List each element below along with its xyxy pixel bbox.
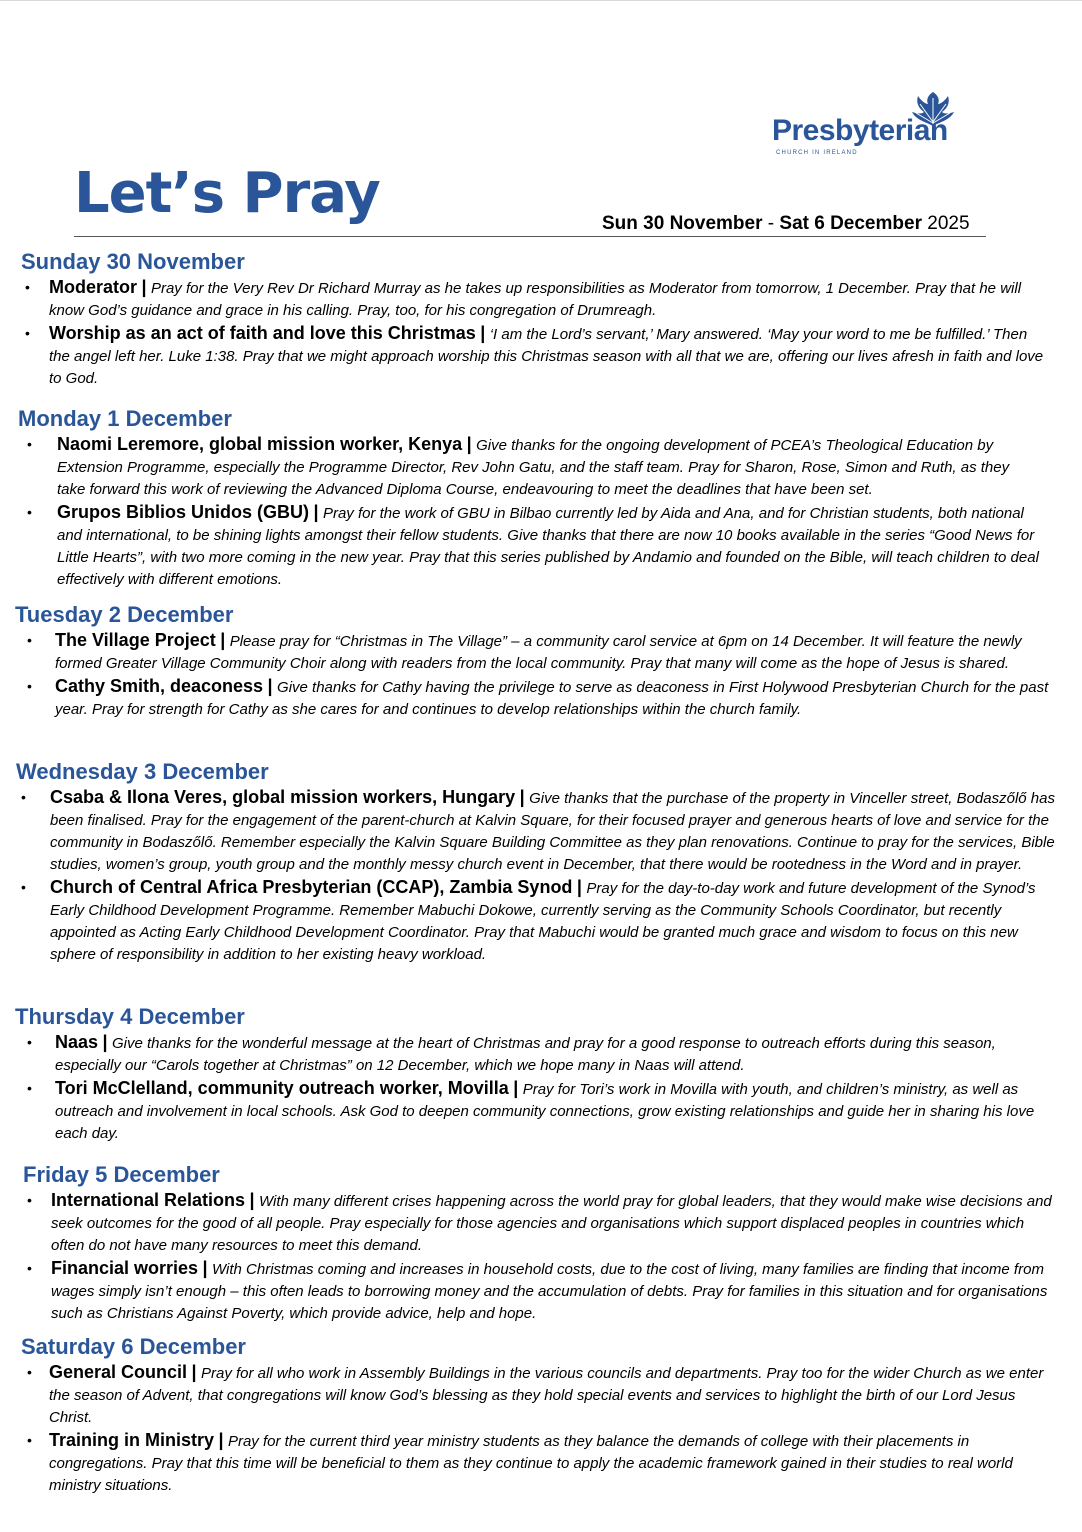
prayer-item-text: Give thanks for Cathy having the privilege to serve as deaconess in First Holywood Presbyterian Church for the past year. Pray for strength for Cathy as she cares for and continues to develop relationships within the church family.	[55, 679, 1049, 718]
prayer-item	[0, 433, 1082, 501]
day-section	[0, 601, 1082, 721]
page-title: Let’s Pray	[74, 161, 380, 226]
title-separator: |	[480, 323, 486, 343]
prayer-item-body	[49, 322, 1052, 390]
prayer-item-title: Naas	[55, 1032, 99, 1052]
title-separator: |	[249, 1190, 255, 1210]
bullet-icon: •	[27, 1260, 32, 1276]
prayer-item-body	[55, 1077, 1059, 1145]
prayer-item-title: Church of Central Africa Presbyterian (CCAP), Zambia Synod	[50, 877, 573, 897]
prayer-item-title: The Village Project	[55, 630, 216, 650]
prayer-item-body	[49, 1429, 1059, 1497]
brand-subtitle: CHURCH IN IRELAND	[776, 150, 858, 156]
prayer-item-title: Tori McClelland, community outreach worker, Movilla	[55, 1078, 509, 1098]
prayer-item-title: Financial worries	[51, 1258, 199, 1278]
bullet-icon: •	[27, 632, 32, 648]
day-heading: Saturday 6 December	[21, 1334, 246, 1359]
prayer-item-text: With many different crises happening across the world pray for global leaders, that they would make wise decisions and seek outcomes for the good of all people. Pray especially for those agencies and organisations which support displaced peoples in countries which often do not have many resources to meet this demand.	[51, 1193, 1052, 1254]
prayer-item-text: Give thanks for the wonderful message at the heart of Christmas and pray for a good response to outreach efforts during this season, especially our “Carols together at Christmas” on 12 December, which we hope many in Naas will attend.	[55, 1035, 996, 1074]
prayer-item	[0, 675, 1082, 721]
prayer-item	[0, 1189, 1082, 1257]
prayer-list	[0, 1189, 1082, 1325]
range-end: Sat 6 December	[779, 213, 922, 234]
range-year: 2025	[921, 213, 970, 234]
prayer-list	[0, 433, 1082, 591]
prayer-item-text: Give thanks that the purchase of the property in Vinceller street, Bodaszőlő has been finalised. Pray for the engagement of the parent-church at Kalvin Square, for their focused prayer and generous hearts of love and service for the community in Bodaszőlő. Remember especially the Kalvin Square Building Committee as they plan renovations. Continue to pray for the services, Bible studies, women’s group, youth group and the monthly messy church event in December, that there would be rootedness in the Word and in prayer.	[50, 790, 1055, 873]
prayer-item	[0, 876, 1082, 966]
prayer-item	[0, 1031, 1082, 1077]
prayer-list	[0, 1031, 1082, 1145]
day-section	[0, 405, 1082, 591]
prayer-item-text: Pray for Tori’s work in Movilla with youth, and children’s ministry, as well as outreach and involvement in local schools. Ask God to deepen community connections, grow existing relationships and guide her in sharing his love each day.	[55, 1081, 1035, 1142]
prayer-item-body	[57, 501, 1041, 591]
prayer-item	[0, 1077, 1082, 1145]
prayer-item	[0, 1361, 1082, 1429]
prayer-item-title: International Relations	[51, 1190, 246, 1210]
prayer-item-title: Cathy Smith, deaconess	[55, 676, 264, 696]
day-heading: Wednesday 3 December	[16, 759, 269, 784]
day-heading: Thursday 4 December	[15, 1004, 245, 1029]
prayer-item-text: Please pray for “Christmas in The Village” – a community carol service at 6pm on 14 December. It will feature the newly formed Greater Village Community Choir along with readers from the local community. Pray that many will come as the hope of Jesus is shared.	[55, 633, 1022, 672]
prayer-item-body	[55, 1031, 1059, 1077]
prayer-list	[0, 1361, 1082, 1497]
prayer-item-title: Worship as an act of faith and love this Christmas	[49, 323, 476, 343]
day-heading: Sunday 30 November	[21, 249, 245, 274]
title-separator: |	[141, 277, 147, 297]
title-separator: |	[191, 1362, 197, 1382]
prayer-item-title: Moderator	[49, 277, 138, 297]
day-section	[0, 248, 1082, 390]
prayer-item-body	[55, 675, 1059, 721]
prayer-item	[0, 1257, 1082, 1325]
title-separator: |	[202, 1258, 208, 1278]
bullet-icon: •	[27, 436, 32, 452]
bullet-icon: •	[25, 325, 30, 341]
bullet-icon: •	[25, 279, 30, 295]
prayer-item-body	[50, 786, 1060, 876]
header-divider	[74, 236, 986, 237]
prayer-item	[0, 322, 1082, 390]
prayer-item-title: Csaba & Ilona Veres, global mission workers, Hungary	[50, 787, 516, 807]
day-heading: Tuesday 2 December	[15, 602, 234, 627]
bullet-icon: •	[21, 789, 26, 805]
prayer-item-title: Training in Ministry	[49, 1430, 215, 1450]
day-section	[0, 1161, 1082, 1325]
bullet-icon: •	[27, 1080, 32, 1096]
prayer-item-body	[50, 876, 1060, 966]
prayer-item-text: Pray for the day-to-day work and future development of the Synod’s Early Childhood Development Programme. Remember Mabuchi Dokowe, currently serving as the Community Schools Coordinator, but recently appointed as Acting Early Childhood Development Coordinator. Pray that Mabuchi would be granted much grace and wisdom to focus on this new sphere of responsibility in addition to her existing heavy workload.	[50, 880, 1036, 963]
brand-name: Presbyterian	[772, 114, 948, 147]
day-section	[0, 758, 1082, 966]
day-heading: Friday 5 December	[23, 1162, 220, 1187]
prayer-item-body	[55, 629, 1059, 675]
top-border	[0, 0, 1082, 1]
prayer-item	[0, 276, 1082, 322]
prayer-item-body	[51, 1189, 1057, 1257]
prayer-item-text: ‘I am the Lord’s servant,’ Mary answered. ‘May your word to me be fulfilled.’ Then the angel left her. Luke 1:38. Pray that we might approach worship this Christmas season with all that we are, offering our lives afresh in faith and love to God.	[49, 326, 1044, 387]
prayer-list	[0, 629, 1082, 721]
prayer-item-text: Pray for the Very Rev Dr Richard Murray as he takes up responsibilities as Moderator from tomorrow, 1 December. Pray that he will know God’s guidance and grace in his calling. Pray, too, for his congregation of Drumreagh.	[49, 280, 1022, 319]
prayer-list	[0, 786, 1082, 966]
prayer-item-title: Grupos Biblios Unidos (GBU)	[57, 502, 309, 522]
bullet-icon: •	[27, 1364, 32, 1380]
prayer-item	[0, 1429, 1082, 1497]
range-dash: -	[762, 213, 780, 234]
prayer-item-body	[49, 1361, 1059, 1429]
title-separator: |	[513, 1078, 519, 1098]
prayer-item	[0, 629, 1082, 675]
bullet-icon: •	[21, 879, 26, 895]
bullet-icon: •	[27, 504, 32, 520]
title-separator: |	[576, 877, 582, 897]
prayer-item-title: General Council	[49, 1362, 188, 1382]
title-separator: |	[218, 1430, 224, 1450]
bullet-icon: •	[27, 678, 32, 694]
prayer-item	[0, 501, 1082, 591]
range-start: Sun 30 November	[602, 213, 763, 234]
title-separator: |	[220, 630, 226, 650]
prayer-item-title: Naomi Leremore, global mission worker, Kenya	[57, 434, 463, 454]
prayer-item-text: Pray for all who work in Assembly Buildings in the various councils and departments. Pray too for the wider Church as we enter the season of Advent, that congregations will know God’s blessing as they hold special events and services to highlight the birth of our Lord Jesus Christ.	[49, 1365, 1044, 1426]
day-section	[0, 1333, 1082, 1497]
prayer-list	[0, 276, 1082, 390]
prayer-item-text: Pray for the current third year ministry students as they balance the demands of college with their placements in congregations. Pray that this time will be beneficial to them as they continue to apply the academic framework gained in their studies to real world ministry situations.	[49, 1433, 1013, 1494]
day-heading: Monday 1 December	[18, 406, 232, 431]
presbyterian-logo	[772, 92, 972, 156]
bullet-icon: •	[27, 1432, 32, 1448]
prayer-item-body	[49, 276, 1052, 322]
prayer-item-body	[57, 433, 1041, 501]
bullet-icon: •	[27, 1192, 32, 1208]
title-separator: |	[466, 434, 472, 454]
title-separator: |	[102, 1032, 108, 1052]
bullet-icon: •	[27, 1034, 32, 1050]
date-range	[602, 213, 970, 235]
prayer-item-text: Pray for the work of GBU in Bilbao currently led by Aida and Ana, and for Christian students, both national and international, to be shining lights amongst their fellow students. Give thanks that there are now 10 books available in the series “Good News for Little Hearts”, with two more coming in the new year. Pray that this series published by Andamio and founded on the Bible, will teach children to deal effectively with different emotions.	[57, 505, 1039, 588]
title-separator: |	[313, 502, 319, 522]
prayer-item-text: With Christmas coming and increases in household costs, due to the cost of living, many families are finding that income from wages simply isn’t enough – this often leads to borrowing money and the accumulation of debts. Pray for families in this situation and for organisations such as Christians Against Poverty, which provide advice, help and hope.	[51, 1261, 1048, 1322]
day-section	[0, 1003, 1082, 1145]
title-separator: |	[267, 676, 273, 696]
prayer-item	[0, 786, 1082, 876]
prayer-item-body	[51, 1257, 1057, 1325]
prayer-item-text: Give thanks for the ongoing development of PCEA’s Theological Education by Extension Programme, especially the Programme Director, Rev John Gatu, and the staff team. Pray for Sharon, Rose, Simon and Ruth, as they take forward this work of reviewing the Advanced Diploma Course, endeavouring to meet the deadlines that have been set.	[57, 437, 1010, 498]
title-separator: |	[519, 787, 525, 807]
